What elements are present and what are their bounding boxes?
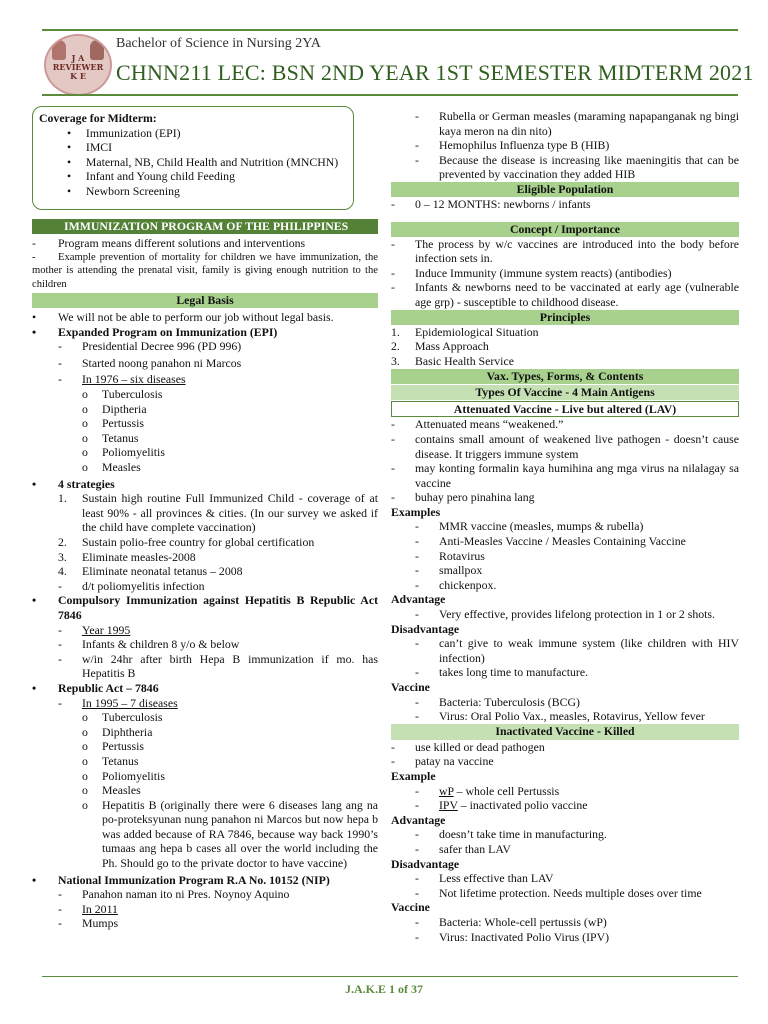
list-item: - buhay pero pinahina lang xyxy=(391,490,535,505)
reviewer-logo xyxy=(44,34,112,96)
list-item: - Infants & children 8 y/o & below xyxy=(58,637,240,652)
ra-list xyxy=(32,696,378,871)
types-bar: Types Of Vaccine - 4 Main Antigens xyxy=(391,385,739,400)
coverage-heading: Coverage for Midterm: xyxy=(39,111,157,125)
killed-dis-list xyxy=(391,871,739,900)
right-column xyxy=(391,109,739,944)
advantage-label: Advantage xyxy=(391,812,446,827)
list-item: - Started noong panahon ni Marcos xyxy=(58,355,242,370)
list-item: - contains small amount of weakened live pathogen - doesn’t cause disease. It triggers immune system xyxy=(391,431,739,461)
list-item: • National Immunization Program R.A No. 10152 (NIP) xyxy=(32,872,330,887)
list-item: - Bacteria: Whole-cell pertussis (wP) xyxy=(415,914,607,929)
disadvantage-label: Disadvantage xyxy=(391,856,460,871)
list-item: o Hepatitis B (originally there were 6 diseases lang ang na po-proteksyunan nung panahon ni Marcos but now hepa b was added because of RA 7846, because way back 1990’s tumaas ang hepa b cases all over the world including the Ph. Should go to the private doctor to have vaccine) xyxy=(82,797,378,871)
strategies-list xyxy=(32,491,378,593)
list-item: - In 2011 xyxy=(58,901,118,916)
list-item: • We will not be able to perform our job without legal basis. xyxy=(32,310,334,325)
list-item: - Very effective, provides lifelong protection in 1 or 2 shots. xyxy=(415,607,715,622)
list-item: • IMCI xyxy=(67,140,113,155)
vaccine-label: Vaccine xyxy=(391,680,430,694)
list-item: - Mumps xyxy=(58,916,119,931)
lav-dis-list xyxy=(391,636,739,680)
list-item: - 0 – 12 MONTHS: newborns / infants xyxy=(391,196,591,211)
list-item: - doesn’t take time in manufacturing. xyxy=(415,827,607,842)
header-rule-top xyxy=(42,29,738,31)
list-item: o Measles xyxy=(82,783,141,798)
list-item: - IPV – inactivated polio vaccine xyxy=(415,798,588,813)
list-item: - Virus: Oral Polio Vax., measles, Rotavirus, Yellow fever xyxy=(415,709,705,724)
doc-subtitle: Bachelor of Science in Nursing 2YA xyxy=(116,36,321,51)
list-item: - takes long time to manufacture. xyxy=(415,665,589,680)
list-item: o Diphtheria xyxy=(82,724,153,739)
seven-diseases-list xyxy=(58,710,378,871)
list-item: - MMR vaccine (measles, mumps & rubella) xyxy=(415,519,644,534)
list-item: • Infant and Young child Feeding xyxy=(67,169,235,184)
list-item: o Poliomyelitis xyxy=(82,768,165,783)
list-item: • Immunization (EPI) xyxy=(67,125,181,140)
list-item: - Panahon naman ito ni Pres. Noynoy Aquino xyxy=(58,887,290,902)
list-item: - Year 1995 xyxy=(58,622,131,637)
nip-list xyxy=(32,887,378,931)
list-item: 4. Eliminate neonatal tetanus – 2008 xyxy=(58,564,243,579)
hepb-list xyxy=(32,623,378,681)
vaccine-label: Vaccine xyxy=(391,900,430,915)
list-item: - Example prevention of mortality for children we have immunization, the mother is attending the prenatal visit, family is giving enough nutrition to the children xyxy=(32,251,378,290)
list-item: o Pertussis xyxy=(82,739,144,754)
list-item: 2. Sustain polio-free country for global certification xyxy=(58,535,315,549)
list-item: - Less effective than LAV xyxy=(415,871,554,886)
list-item: - use killed or dead pathogen xyxy=(391,739,545,754)
list-item: o Poliomyelitis xyxy=(82,445,165,460)
vax-bar: Vax. Types, Forms, & Contents xyxy=(391,369,739,384)
advantage-label: Advantage xyxy=(391,592,446,607)
list-item: 2. Mass Approach xyxy=(391,339,489,354)
killed-title: Inactivated Vaccine - Killed xyxy=(391,724,739,740)
six-diseases-list xyxy=(58,387,378,475)
left-column xyxy=(32,219,378,931)
list-item: - may konting formalin kaya humihina ang mga virus na nilalagay sa vaccine xyxy=(391,461,739,490)
list-item: - The process by w/c vaccines are introduced into the body before infection sets in. xyxy=(391,236,739,266)
more-diseases-list xyxy=(391,109,739,182)
list-item: - safer than LAV xyxy=(415,841,511,856)
section-title: IMMUNIZATION PROGRAM OF THE PHILIPPINES xyxy=(32,219,378,234)
header-rule-bottom xyxy=(42,94,738,96)
list-item: - Hemophilus Influenza type B (HIB) xyxy=(415,138,610,153)
list-item: • Expanded Program on Immunization (EPI) xyxy=(32,324,278,339)
example-label: Example xyxy=(391,768,436,783)
list-item: - can’t give to weak immune system (like children with HIV infection) xyxy=(415,636,739,665)
list-item: • Republic Act – 7846 xyxy=(32,680,159,695)
list-item: - Virus: Inactivated Polio Virus (IPV) xyxy=(415,929,610,944)
lav-title: Attenuated Vaccine - Live but altered (LAV) xyxy=(391,401,739,417)
legal-basis-bar: Legal Basis xyxy=(32,293,378,308)
coverage-list xyxy=(39,126,347,199)
list-item: - Induce Immunity (immune system reacts) (antibodies) xyxy=(391,265,672,280)
list-item: - In 1976 – six diseases xyxy=(58,372,186,387)
list-item: - d/t poliomyelitis infection xyxy=(58,578,205,593)
list-item: • Newborn Screening xyxy=(67,183,180,198)
list-item: o Measles xyxy=(82,460,141,475)
lav-adv-list xyxy=(391,607,739,622)
list-item: - smallpox xyxy=(415,563,483,578)
footer-rule xyxy=(42,976,738,977)
list-item: o Tetanus xyxy=(82,753,139,768)
list-item: o Tetanus xyxy=(82,430,139,445)
coverage-box xyxy=(32,106,354,210)
list-item: - patay na vaccine xyxy=(391,754,494,769)
doc-title: CHNN211 LEC: BSN 2ND YEAR 1ST SEMESTER MIDTERM 2021 xyxy=(116,60,754,85)
list-item: o Diptheria xyxy=(82,401,147,416)
list-item: 1. Epidemiological Situation xyxy=(391,324,539,339)
list-item: 3. Basic Health Service xyxy=(391,353,514,368)
list-item: - Rotavirus xyxy=(415,548,485,563)
list-item: - Presidential Decree 996 (PD 996) xyxy=(58,339,242,354)
logo-text: J A REVIEWER K E xyxy=(52,53,104,81)
lav-examples-list xyxy=(391,519,739,592)
list-item: - Not lifetime protection. Needs multiple doses over time xyxy=(415,885,702,900)
page-footer: J.A.K.E 1 of 37 xyxy=(345,982,423,996)
list-item: - Program means different solutions and interventions xyxy=(32,236,306,250)
list-item: - wP – whole cell Pertussis xyxy=(415,783,560,798)
lav-vaccine-list xyxy=(391,695,739,724)
list-item: - chickenpox. xyxy=(415,577,497,592)
list-item: - Bacteria: Tuberculosis (BCG) xyxy=(415,694,580,709)
list-item: • 4 strategies xyxy=(32,476,115,491)
list-item: • Compulsory Immunization against Hepatitis B Republic Act 7846 xyxy=(32,593,378,622)
principles-bar: Principles xyxy=(391,310,739,325)
killed-example-list xyxy=(391,784,739,813)
intro-list xyxy=(32,236,378,291)
list-item: o Pertussis xyxy=(82,416,144,431)
list-item: - Anti-Measles Vaccine / Measles Containing Vaccine xyxy=(415,534,686,549)
concept-bar: Concept / Importance xyxy=(391,222,739,237)
list-item: • Maternal, NB, Child Health and Nutrition (MNCHN) xyxy=(67,154,339,169)
list-item: - Because the disease is increasing like maeningitis that can be prevented by vaccination they added HIB xyxy=(415,152,739,182)
eligible-bar: Eligible Population xyxy=(391,182,739,197)
list-item: o Tuberculosis xyxy=(82,387,163,402)
list-item: - Rubella or German measles (maraming napapanganak ng bingi kaya meron na din nito) xyxy=(415,109,739,138)
list-item: - Attenuated means “weakened.” xyxy=(391,417,564,432)
epi-list xyxy=(32,339,378,474)
killed-adv-list xyxy=(391,827,739,856)
list-item: 1. Sustain high routine Full Immunized Child - coverage of at least 90% - all provinces & cities. (In our survey we asked if the child have complete vaccination) xyxy=(58,491,378,535)
examples-label: Examples xyxy=(391,504,441,519)
list-item: - Infants & newborns need to be vaccinated at early age (vulnerable age grp) - susceptible to childhood disease. xyxy=(391,280,739,309)
list-item: o Tuberculosis xyxy=(82,710,163,725)
list-item: - In 1995 – 7 diseases xyxy=(58,695,178,710)
list-item: 3. Eliminate measles-2008 xyxy=(58,549,196,564)
disadvantage-label: Disadvantage xyxy=(391,621,460,636)
killed-vaccine-list xyxy=(391,915,739,944)
list-item: - w/in 24hr after birth Hepa B immunization if mo. has Hepatitis B xyxy=(58,651,378,681)
